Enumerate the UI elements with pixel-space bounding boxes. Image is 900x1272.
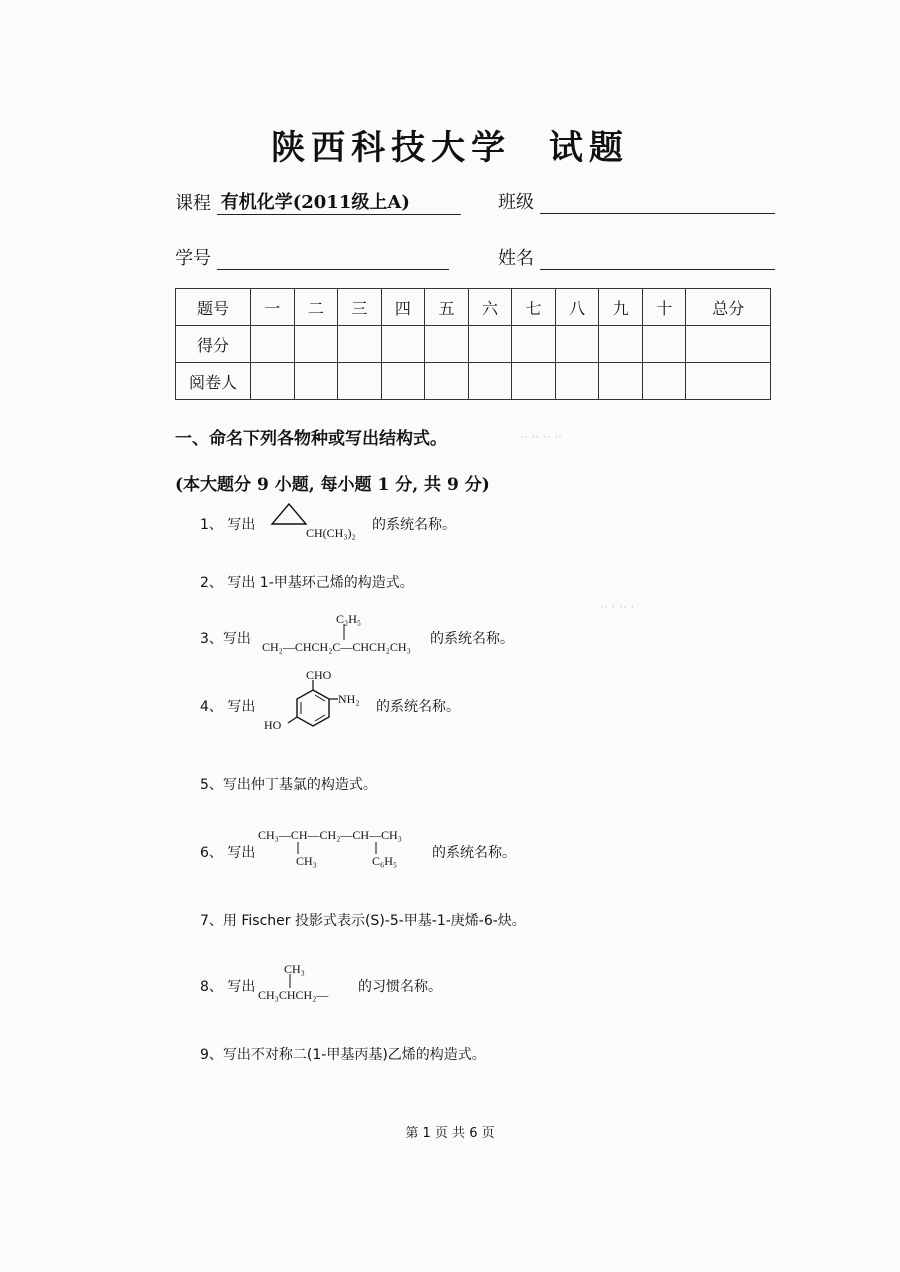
student-id-label: 学号 <box>175 248 211 269</box>
q6-phenyl: C₆H₅ <box>372 854 398 868</box>
name-row <box>498 244 775 270</box>
class-label: 班级 <box>498 192 534 213</box>
score-cell[interactable] <box>642 326 686 363</box>
q4-hydroxy: HO <box>264 718 282 732</box>
row-label: 得分 <box>176 326 251 363</box>
score-cell[interactable] <box>251 326 295 363</box>
grader-cell[interactable] <box>512 363 556 400</box>
q8-methyl: CH₃ <box>284 962 305 976</box>
header-cell: 八 <box>555 289 599 326</box>
header-cell: 三 <box>338 289 382 326</box>
row-label: 阅卷人 <box>176 363 251 400</box>
header-cell: 七 <box>512 289 556 326</box>
q6-main-chain: CH₃—CH—CH₂—CH—CH₃ <box>258 828 402 842</box>
question-6: 6、 写出 <box>200 845 256 861</box>
question-8-suffix: 的习惯名称。 <box>358 979 442 995</box>
grader-cell[interactable] <box>381 363 425 400</box>
score-table <box>175 288 771 400</box>
score-cell[interactable] <box>599 326 643 363</box>
name-field[interactable] <box>540 249 775 270</box>
grader-cell[interactable] <box>468 363 512 400</box>
question-7: 7、用 Fischer 投影式表示(S)-5-甲基-1-庚烯-6-炔。 <box>200 913 526 929</box>
q3-bond <box>342 624 346 640</box>
header-cell: 总分 <box>686 289 771 326</box>
q3-ethyl: C₂H₅ <box>336 612 362 626</box>
score-cell[interactable] <box>381 326 425 363</box>
question-1-suffix: 的系统名称。 <box>372 517 456 533</box>
section-subtitle: (本大题分 9 小题, 每小题 1 分, 共 9 分) <box>175 475 490 495</box>
header-cell: 四 <box>381 289 425 326</box>
score-cell[interactable] <box>686 326 771 363</box>
header-cell: 二 <box>294 289 338 326</box>
question-3-suffix: 的系统名称。 <box>430 631 514 647</box>
grader-row <box>176 363 771 400</box>
question-2: 2、 写出 1-甲基环己烯的构造式。 <box>200 575 414 591</box>
score-cell[interactable] <box>425 326 469 363</box>
grader-cell[interactable] <box>686 363 771 400</box>
class-row <box>498 188 775 214</box>
score-cell[interactable] <box>468 326 512 363</box>
course-label: 课程 <box>175 193 211 214</box>
course-value: 有机化学(2011级上A) <box>217 188 461 215</box>
grader-cell[interactable] <box>555 363 599 400</box>
benzene-ring <box>282 680 342 736</box>
q4-aldehyde: CHO <box>306 668 332 682</box>
score-cell[interactable] <box>555 326 599 363</box>
question-4-suffix: 的系统名称。 <box>376 699 460 715</box>
school-name: 陕西科技大学 <box>271 128 512 168</box>
student-id-field[interactable] <box>217 249 449 270</box>
grader-cell[interactable] <box>338 363 382 400</box>
q6-methyl: CH₃ <box>296 854 317 868</box>
grader-cell[interactable] <box>251 363 295 400</box>
question-5: 5、写出仲丁基氯的构造式。 <box>200 777 377 793</box>
page-title <box>0 120 900 169</box>
question-9: 9、写出不对称二(1-甲基丙基)乙烯的构造式。 <box>200 1047 486 1063</box>
score-cell[interactable] <box>294 326 338 363</box>
header-cell: 一 <box>251 289 295 326</box>
bleed-through-text: ·· ·· ·· ·· <box>520 430 562 444</box>
q4-amino: NH₂ <box>338 692 360 706</box>
score-table-header-row <box>176 289 771 326</box>
header-cell: 五 <box>425 289 469 326</box>
header-cell: 九 <box>599 289 643 326</box>
bleed-through-text: ·· · ·· · <box>600 600 635 614</box>
name-label: 姓名 <box>498 248 534 269</box>
question-6-suffix: 的系统名称。 <box>432 845 516 861</box>
grader-cell[interactable] <box>425 363 469 400</box>
grader-cell[interactable] <box>294 363 338 400</box>
question-3: 3、写出 <box>200 631 251 647</box>
q3-main-chain: CH₂—CHCH₂C—CHCH₂CH₃ <box>262 640 411 654</box>
grader-cell[interactable] <box>599 363 643 400</box>
q1-substituent: CH(CH₃)₂ <box>306 526 356 540</box>
header-cell: 题号 <box>176 289 251 326</box>
section-title: 一、命名下列各物种或写出结构式。 <box>175 429 447 449</box>
header-cell: 六 <box>468 289 512 326</box>
doc-type: 试题 <box>548 128 629 168</box>
score-cell[interactable] <box>338 326 382 363</box>
q8-main-chain: CH₃CHCH₂— <box>258 988 329 1002</box>
course-row <box>175 188 461 215</box>
q8-bond <box>288 974 292 988</box>
cyclopropane-ring <box>264 500 314 528</box>
score-row <box>176 326 771 363</box>
grader-cell[interactable] <box>642 363 686 400</box>
page-number: 第 1 页 共 6 页 <box>405 1126 495 1141</box>
class-field[interactable] <box>540 193 775 214</box>
header-cell: 十 <box>642 289 686 326</box>
score-cell[interactable] <box>512 326 556 363</box>
question-4: 4、 写出 <box>200 699 256 715</box>
question-1 <box>200 514 255 534</box>
question-8: 8、 写出 <box>200 979 256 995</box>
question-1-prompt: 1、 写出 <box>200 517 256 533</box>
student-id-row <box>175 244 449 270</box>
